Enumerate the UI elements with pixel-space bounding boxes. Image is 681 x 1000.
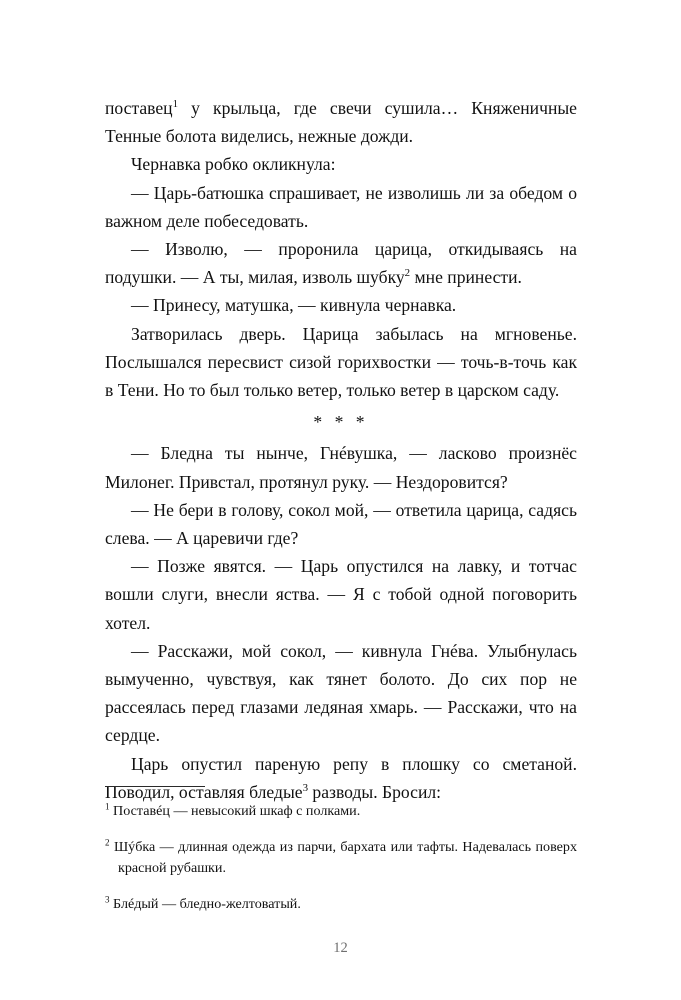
footnote-marker: 3 [105,893,110,904]
footnote-marker: 2 [105,836,110,847]
dialogue-paragraph [105,235,577,291]
footnotes-section [105,786,577,915]
footnote-reference-2[interactable]: 2 [404,267,411,280]
footnote-reference-1[interactable]: 1 [172,98,179,111]
page-number: 12 [333,940,348,956]
paragraph: Затворилась дверь. Царица забылась на мгновенье. Послышался пересвист сизой горихвостки — точь-в-точь как в Тени. Но то был только ветер, только ветер в царском саду. [105,323,577,401]
footnote-text: Поставéц — невысокий шкаф с полками. [113,803,361,819]
paragraph-text-lead: Царь опустил пареную репу в плошку со сметаной. Поводил, оставляя бледые [105,753,577,802]
paragraph: Чернавка робко окликнула: [131,154,336,175]
footnote-text: Шýбка — длинная одежда из парчи, бархата или тафты. Надевалась поверх красной рубашки. [113,838,578,876]
paragraph-text-lead: поставец [105,98,173,118]
footnote-marker: 1 [105,801,110,812]
dialogue-paragraph: — Позже явятся. — Царь опустился на лавку, и тотчас вошли слуги, внесли яства. — Я с тобой одной поговорить хотел. [105,556,577,633]
paragraph-text-tail: мне принести. [410,267,522,288]
paragraph [105,94,577,150]
footnote-item [105,894,577,916]
footnote-item [105,837,577,880]
dialogue-paragraph: — Бледна ты нынче, Гнéвушка, — ласково произнёс Милонег. Привстал, протянул руку. — Нездоровится? [105,443,577,492]
body-text-block [105,94,577,806]
scene-break-separator: * * * [313,412,369,433]
dialogue-paragraph: — Расскажи, мой сокол, — кивнула Гнéва. Улыбнулась вымученно, чувствуя, как тянет болото. До сих пор не рассеялась перед глазами ледяная хмарь. — Расскажи, что на сердце. [105,640,577,746]
paragraph-text-tail: у крыльца, где свечи сушила… Княженичные Тенные болота виделись, нежные дожди. [105,98,577,147]
footnote-text: Блéдый — бледно-желтоватый. [113,895,301,912]
dialogue-paragraph: — Царь-батюшка спрашивает, не изволишь ли за обедом о важном деле побеседовать. [105,182,577,231]
dialogue-paragraph: — Принесу, матушка, — кивнула чернавка. [131,295,457,316]
footnote-item [105,801,577,823]
paragraph-text-lead: — Изволю, — проронила царица, откидываясь на подушки. — А ты, милая, изволь шубку [105,239,577,288]
paragraph-text-tail: разводы. Бросил: [308,781,442,802]
footnote-reference-3[interactable]: 3 [302,782,309,795]
dialogue-paragraph: — Не бери в голову, сокол мой, — ответила царица, садясь слева. — А царевичи где? [105,499,577,549]
footnote-separator-rule [105,786,205,787]
